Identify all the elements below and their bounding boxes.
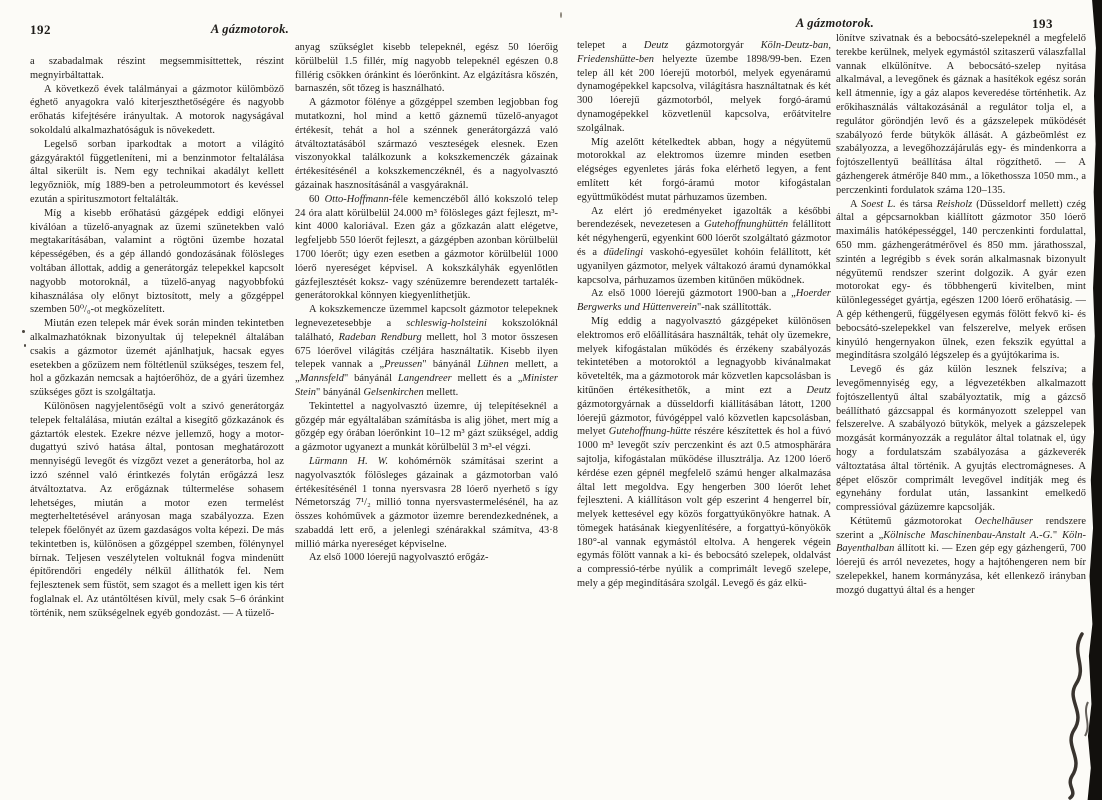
running-title-left: A gázmotorok. <box>210 22 290 36</box>
paragraph: A Soest L. és társa Reisholz (Düsseldorf mellett) czég által a gépcsarnokban kiállított gázmotor 350 lóerő maximális hatóképességgel, 140 perczenkinti fordulattal, 650 mm. gázhengerátmérővel és 850 mm. járathosszal, szintén a legrégibb s évek során alkalmasnak bizonyult négyütemű rendszer szerint dolgozik. A gyár ezen motorokat egy- és többhengerű kivitelben, mint különlegességet gyártja, egészen 1200 lóerő erőhatásig. — A gép kéthengerű, függélyesen egymás fölött fekvő ki- és bebocsátó-szelepekkel van felszerelve, melyek erősen kinyúló hengernyakon ülnek, ezen fekszik egyúttal a megindításra szolgáló légszelep és a gyújtókarima is. <box>836 198 1086 362</box>
text-column-4 <box>836 32 1086 598</box>
scan-speck <box>22 330 25 333</box>
paragraph: A gázmotor fölénye a gőzgéppel szemben legjobban fog mutatkozni, hol mind a kettő gáznemű tüzelő-anyagot értékesít, tehát a hol a szénnek generátorgázzá való átváltoztatásából származó veszteségek elesnek. Ezen viszonyokkal találkozunk a kokszkemenczék gázainak értékesítésénél a kokszkemenczéknél, és a nagyolvasztó gázainak hasznosításánál a vasgyáraknál. <box>295 97 558 191</box>
paragraph: Míg eddig a nagyolvasztó gázgépeket különösen elektromos erő előállítására használták, tehát oly üzemekre, melyek kifogástalan működés és érzékeny szabályozás tekintetében a motoroktól a legnagyobb kivánalmakat követelték, ma a gázmotorok már közvetlen kapcsolásban is kitűnően értékesíthetők, a mint ezt a Deutz gázmotorgyárnak a düsseldorfi kiállításában látott, 1200 lóerejű gázmotor, fúvógéppel való közvetlen kapcsolásban, melyet Gutehoffnung-hütte részére készítettek és hol a fúvó 1000 m³ levegőt szív perczenkint és azt 0.5 atmosphärára sajtolja, kifogástalan működése illusztrálja. Az 1200 lóerő kérdése ezen gépnél megfelelő számú henger alkalmazása által lett megoldva. Egy hengerben 300 lóerőt lehet fejleszteni. A kiállításon volt gép eszerint 4 hengerrel bír, melyek kettesével egy közös forgattyúkönyökre hatnak. A tömegek hatásának kiegyenlítésére, a forgattyú-könyökök 180°-al vannak egymástól eltolva. A hengerek végein egymás fölött vannak a ki- és bebocsátó szelepek, oldalvást a compressió-térbe nyúlik a comprimált levegő szelepe, mely a gép megindítására szolgál. Levegő és gáz elkü- <box>577 315 831 590</box>
paragraph: anyag szükséglet kisebb telepeknél, egész 50 lóerőig körülbelül 1.5 fillér, míg nagyobb telepeknél egészen 0.8 fillérig csökken óránkint és lóerőnkint. Az elgázításra kőszén, barnaszén, sőt tőzeg is használható. <box>295 42 558 95</box>
pen-scribble-artifact <box>1052 632 1096 800</box>
paragraph: Miután ezen telepek már évek során minden tekintetben alkalmazhatóknak bizonyultak új telepeknél általában csakis a gázmotor üzemét ajánlhatjuk, hacsak egyes esetekben a gőzüzem nem föltétlenül szükséges, teszem fel, hol a gőzkazán nemcsak a hajtóerőhöz, de a gyári üzemhez szükséges gőzt is szolgáltatja. <box>30 318 284 399</box>
paragraph: Kétütemű gázmotorokat Oechelhäuser rendszere szerint a „Kölnische Maschinenbau-Anstalt A.-G." Köln-Bayenthalban állított ki. — Ezen gép egy gázhengerű, 700 lóerejű és arról nevezetes, hogy a hajtóhengeren nem bír szelepekkel, hanem kormányzása, két ellenkező irányban mozgó dugattyú által és a henger <box>836 515 1086 596</box>
paragraph: lönítve szivatnak és a bebocsátó-szelepeknél a megfelelő terekbe kerülnek, melyek egymástól szitaszerű válaszfallal vannak elkülönítve. A bebocsátó-szelep nyitása alkalmával, a levegőnek és gáznak a hasítékok egész során kell átmennie, így a gáz alapos keveredése történhetik. Az erőkihasználás váltakozásánál a regulátor tolja el, a regulátor göröndjén levő és a gázszelepek működését szabályozó ferde bütykök állását. A gázbeömlést ez szabályozza, a levegőhozzájárulás egy- és mindenkorra a fojtószellentyű beállítása által rögzíthető. — A gázhengerek átmérője 840 mm., a lökethossza 1050 mm., a perczenkinti fordulatok száma 120–135. <box>836 33 1086 196</box>
paragraph: telepet a Deutz gázmotorgyár Köln-Deutz-ban, Friedenshütte-ben helyezte üzembe 1898/99-ben. Ezen telep áll két 200 lóerejű motorból, melyek egyenáramú dynamogépekkel kapcsolva, világításra használtatnak és két 300 lóerejű gázmotorból, melyek forgó-áramú dynamogépekkel közvetlenül kapcsolva, erőátvitelre szolgálnak. <box>577 40 831 134</box>
scan-speck <box>560 12 562 18</box>
paragraph: Az elért jó eredményeket igazolták a későbbi berendezések, nevezetesen a Gutehoffnunghüttén felállított két négyhengerű, egyenkint 600 lóerőt szolgáltató gázmotor és a düdelingi vaskohó-egyesület kohóin felállított, két ugyanilyen gázmotor, melyek váltakozó áramú dynamókkal kapcsolva, párhuzamos üzemben kitűnően működnek. <box>577 205 831 286</box>
paragraph: Az első 1000 lóerejű gázmotort 1900-ban a „Hoerder Bergwerks und Hüttenverein"-nak szállították. <box>577 288 831 314</box>
paragraph: Legelső sorban iparkodtak a motort a világító gázgyáraktól függetleníteni, mi a benzinmotor feltalálása által sikerült is. Nem egy technikai akadályt kellett legyőzniök, míg 1889-ben a petroleummotort és kevéssel ezután a spirituszmotort feltalálták. <box>30 138 284 205</box>
paragraph: a szabadalmak részint megsemmisíttettek, részint megnyirbáltattak. <box>30 56 284 81</box>
text-column-2 <box>295 41 558 565</box>
paragraph: 60 Otto-Hoffmann-féle kemenczéből álló kokszoló telep 24 óra alatt körülbelül 24.000 m³ fölösleges gázt fejleszt, m³-kint 4000 kaloriával. Ezen gáz a gőzkazán alatt elégetve, legfeljebb 550 lóerőt fejleszt, a gázgépben azonban körülbelül 1700 lóerőt; úgy ezen esetben a gázmotor körülbelül 1000 lóerő nyereséget képvisel. A kokszkályhák egyenlőtlen gázfejlesztését koksz- vagy szénüzemre berendezett tartalék-generátorokkal könnyen kiegyenlíthetjük. <box>295 193 559 302</box>
paragraph: Lürmann H. W. kohómérnök számításai szerint a nagyolvasztók fölösleges gázainak a gázmotorban való értékesítésénél 1 tonna nyersvasra 28 lóerő nyerhető s így Németország 7¹/₂ millió tonna nyersvastermelésénél, ha az összes kohóművek a gázmotor üzemre berendezkednének, a szabaddá lett erő, a jelenlegi szénárakkal számítva, 43·8 millió márka nyereséget képviselne. <box>295 455 558 550</box>
scan-speck <box>24 344 26 347</box>
page-number-right: 193 <box>1032 16 1053 31</box>
paragraph: Míg azelőtt kételkedtek abban, hogy a négyütemű motorokkal az elektromos üzemre minden esetben elégséges egyenletes járás foka elérhető legyen, a fent említett két forgó-áramú motor kifogástalan együttműködést mutat párhuzamos üzemben. <box>577 136 831 203</box>
paragraph: Az első 1000 lóerejű nagyolvasztó erőgáz- <box>309 552 489 564</box>
paragraph: Tekintettel a nagyolvasztó üzemre, új telepítéseknél a gőzgép már egyáltalában számításba is alig jöhet, mert míg a gőzgép egy órában lóerőnkint 10–12 m³ gázt szükségel, addig a gázmotor ugyanezt a munkát körülbelül 3 m³-el végzi. <box>295 400 558 454</box>
text-column-3 <box>577 39 831 591</box>
text-column-1 <box>30 55 284 621</box>
page-number-left: 192 <box>30 22 51 37</box>
paragraph: Levegő és gáz külön lesznek felszíva; a levegőmennyiség egy, a légvezetékben alkalmazott fojtószellentyű által szabályoztatik, míg a gázcső beállítható gázcsappal és kormányozott szeleppel van felszerelve. A szabályozó bütykök, melyek a gázszelepek mozgását kormányozzák a regulátor által tolatnak el, úgy hogy a fordulatszám szabályozása a gázkeverék változtatása által történik. A gyujtás electromágneses. A gépet először comprimált levegővel indítják meg és egynehány fordulat után, lassankint emelkedő compressióval gázüzemre kapcsolják. <box>836 364 1086 514</box>
paragraph: Különösen nagyjelentőségű volt a szivó generátorgáz telepek feltalálása, miután ezáltal a kisegítő gőzkazánok és gáztartók elestek. Ezekre nézve jellemző, hogy a motor-dugattyú szivó hatása által, pontosan meghatározott mennyiségű levegőt és vízgőzt vezet a generátorba, hol az izzó szénnel való érintkezés folytán erőgázzá lesz átváltoztatva. Az erőgáznak túltermelése sohasem lehetséges, miután a motor ezen termelést megterheltetésével arányosan maga szabályozza. Ezen telepek főelőnyét az üzem gazdaságos volta képezi. De más tekintetben is, különösen a gőzgéppel szemben, fölénynyel bírnak. Teljesen veszélytelen voltuknál fogva mindenütt építőrendőri engedély nélkül állíthatók fel. Nem fejlesztenek sem füstöt, sem szagot és a mellett igen kis tért foglalnak el. Az utántöltésen kívül, mely csak 5–6 óránkint történik, nem szükségelnek egyéb gondozást. — A tüzelő- <box>30 400 284 619</box>
running-title-right: A gázmotorok. <box>795 16 875 30</box>
paragraph: Míg a kisebb erőhatású gázgépek eddigi előnyei kiválóan a tüzelő-anyagnak az üzemi szünetekben való megtakarításában, valamint a rögtöni üzembe hozatal képességében, és a gép állandó gondozásának fölösleges voltában állottak, addig a generátorgáz telepekkel kapcsolt nagyobb motoroknál, a tüzelő-anyag nagyobbfokú kihasználása oly előnyt biztosított, mely a gőzgéppel szemben 50⁰/₀-ot megközelített. <box>30 207 284 316</box>
paragraph: A következő évek találmányai a gázmotor külömböző éghető anyagokra való kiterjeszthetőségére és nagyobb erőhatás kifejtésére irányultak. A motorok nagyságával sokoldalú alkalmazhatóságuk is növekedett. <box>30 83 284 136</box>
paragraph: A kokszkemencze üzemmel kapcsolt gázmotor telepeknek legnevezetesebbje a schleswig-holsteini kokszolóknál található, Radeban Rendburg mellett, hol 3 motor összesen 675 lóerővel világítás czéljára használtatik. Kisebb ilyen telepek vannak a „Preussen" bányánál Lühnen mellett, a „Mannsfeld" bányánál Langendreer mellett és a „Minister Stein" bányánál Gelsenkirchen mellett. <box>295 304 559 398</box>
